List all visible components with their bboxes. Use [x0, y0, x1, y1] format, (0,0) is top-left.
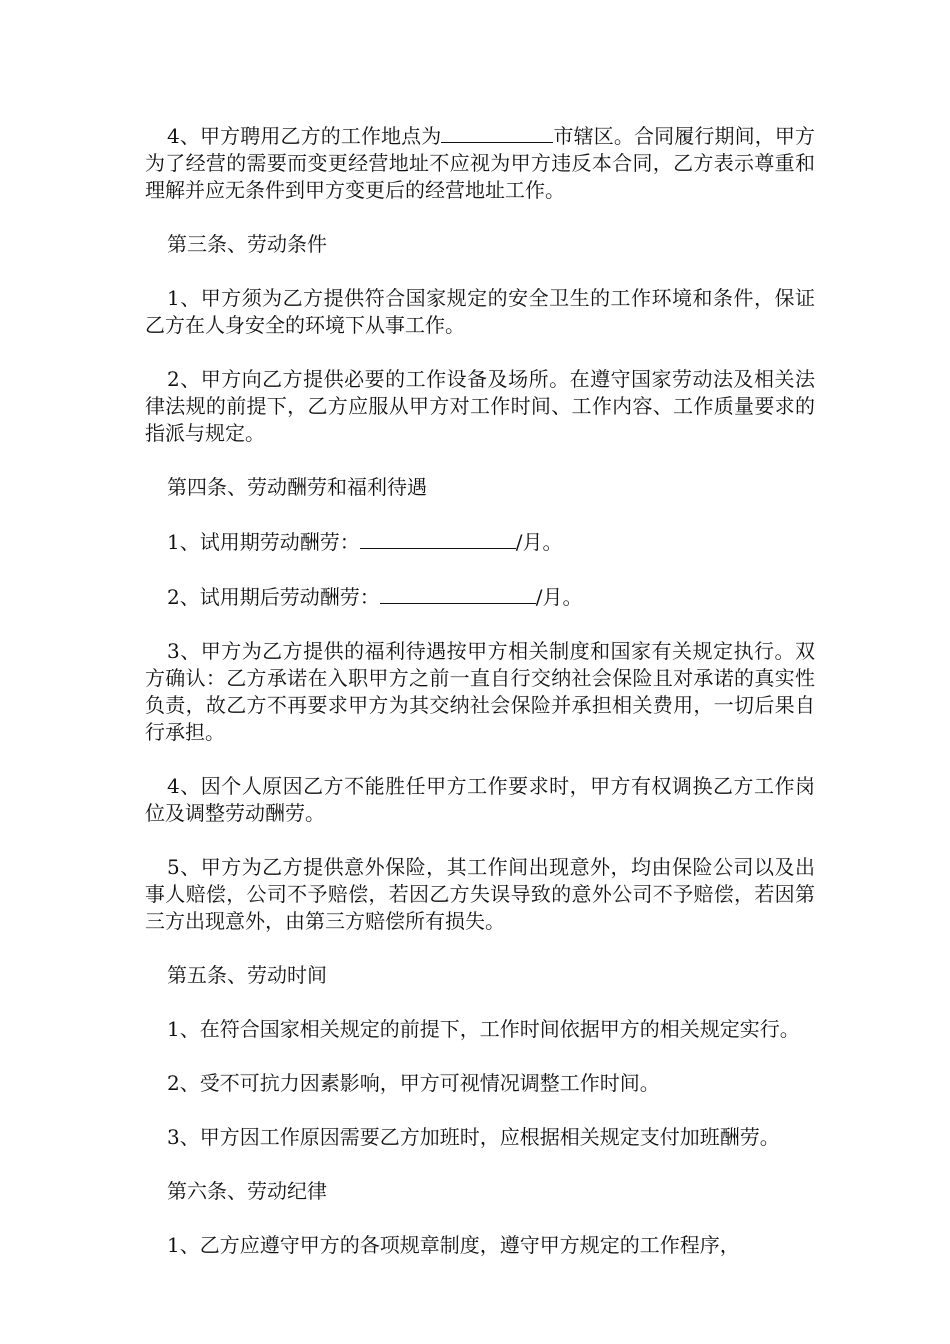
paragraph-text-after-blank: 市辖区。合同履行期间，甲方为了经营的需要而变更经营地址不应视为甲方违反本合同，乙方表示尊重和理解并应无条件到甲方变更后的经营地址工作。	[145, 124, 815, 202]
section-heading: 第五条、劳动时间	[167, 963, 327, 987]
clause-paragraph: 1、甲方须为乙方提供符合国家规定的安全卫生的工作环境和条件，保证乙方在人身安全的环境下从事工作。	[145, 286, 815, 337]
paragraph-text-after-blank: /月。	[515, 530, 563, 554]
clause-paragraph: 2、甲方向乙方提供必要的工作设备及场所。在遵守国家劳动法及相关法律法规的前提下，乙方应服从甲方对工作时间、工作内容、工作质量要求的指派与规定。	[145, 367, 815, 445]
section-heading: 第四条、劳动酬劳和福利待遇	[167, 475, 427, 499]
clause-paragraph: 4、因个人原因乙方不能胜任甲方工作要求时，甲方有权调换乙方工作岗位及调整劳动酬劳。	[145, 774, 815, 825]
fill-in-blank[interactable]	[441, 122, 553, 143]
document-page	[145, 122, 815, 1286]
clause-paragraph: 2、受不可抗力因素影响，甲方可视情况调整工作时间。	[167, 1071, 660, 1095]
clause-paragraph: 1、在符合国家相关规定的前提下，工作时间依据甲方的相关规定实行。	[167, 1017, 800, 1041]
paragraph-text-before-blank: 2、试用期后劳动酬劳：	[167, 585, 380, 609]
section-heading: 第六条、劳动纪律	[167, 1179, 327, 1203]
fill-in-blank[interactable]	[360, 528, 516, 549]
clause-paragraph: 1、乙方应遵守甲方的各项规章制度，遵守甲方规定的工作程序，	[167, 1233, 740, 1257]
clause-paragraph: 3、甲方因工作原因需要乙方加班时，应根据相关规定支付加班酬劳。	[167, 1125, 780, 1149]
clause-paragraph	[145, 528, 815, 556]
clause-paragraph: 3、甲方为乙方提供的福利待遇按甲方相关制度和国家有关规定执行。双方确认：乙方承诺在入职甲方之前一直自行交纳社会保险且对承诺的真实性负责，故乙方不再要求甲方为其交纳社会保险并承担相关费用，一切后果自行承担。	[145, 639, 815, 744]
section-heading: 第三条、劳动条件	[167, 232, 327, 256]
fill-in-blank[interactable]	[380, 583, 536, 604]
clause-paragraph	[145, 583, 815, 611]
paragraph-text-before-blank: 1、试用期劳动酬劳：	[167, 530, 360, 554]
clause-paragraph: 5、甲方为乙方提供意外保险，其工作间出现意外，均由保险公司以及出事人赔偿，公司不予赔偿，若因乙方失误导致的意外公司不予赔偿，若因第三方出现意外，由第三方赔偿所有损失。	[145, 855, 815, 933]
paragraph-text-before-blank: 4、甲方聘用乙方的工作地点为	[167, 124, 442, 148]
clause-paragraph	[145, 122, 815, 204]
paragraph-text-after-blank: /月。	[535, 585, 583, 609]
